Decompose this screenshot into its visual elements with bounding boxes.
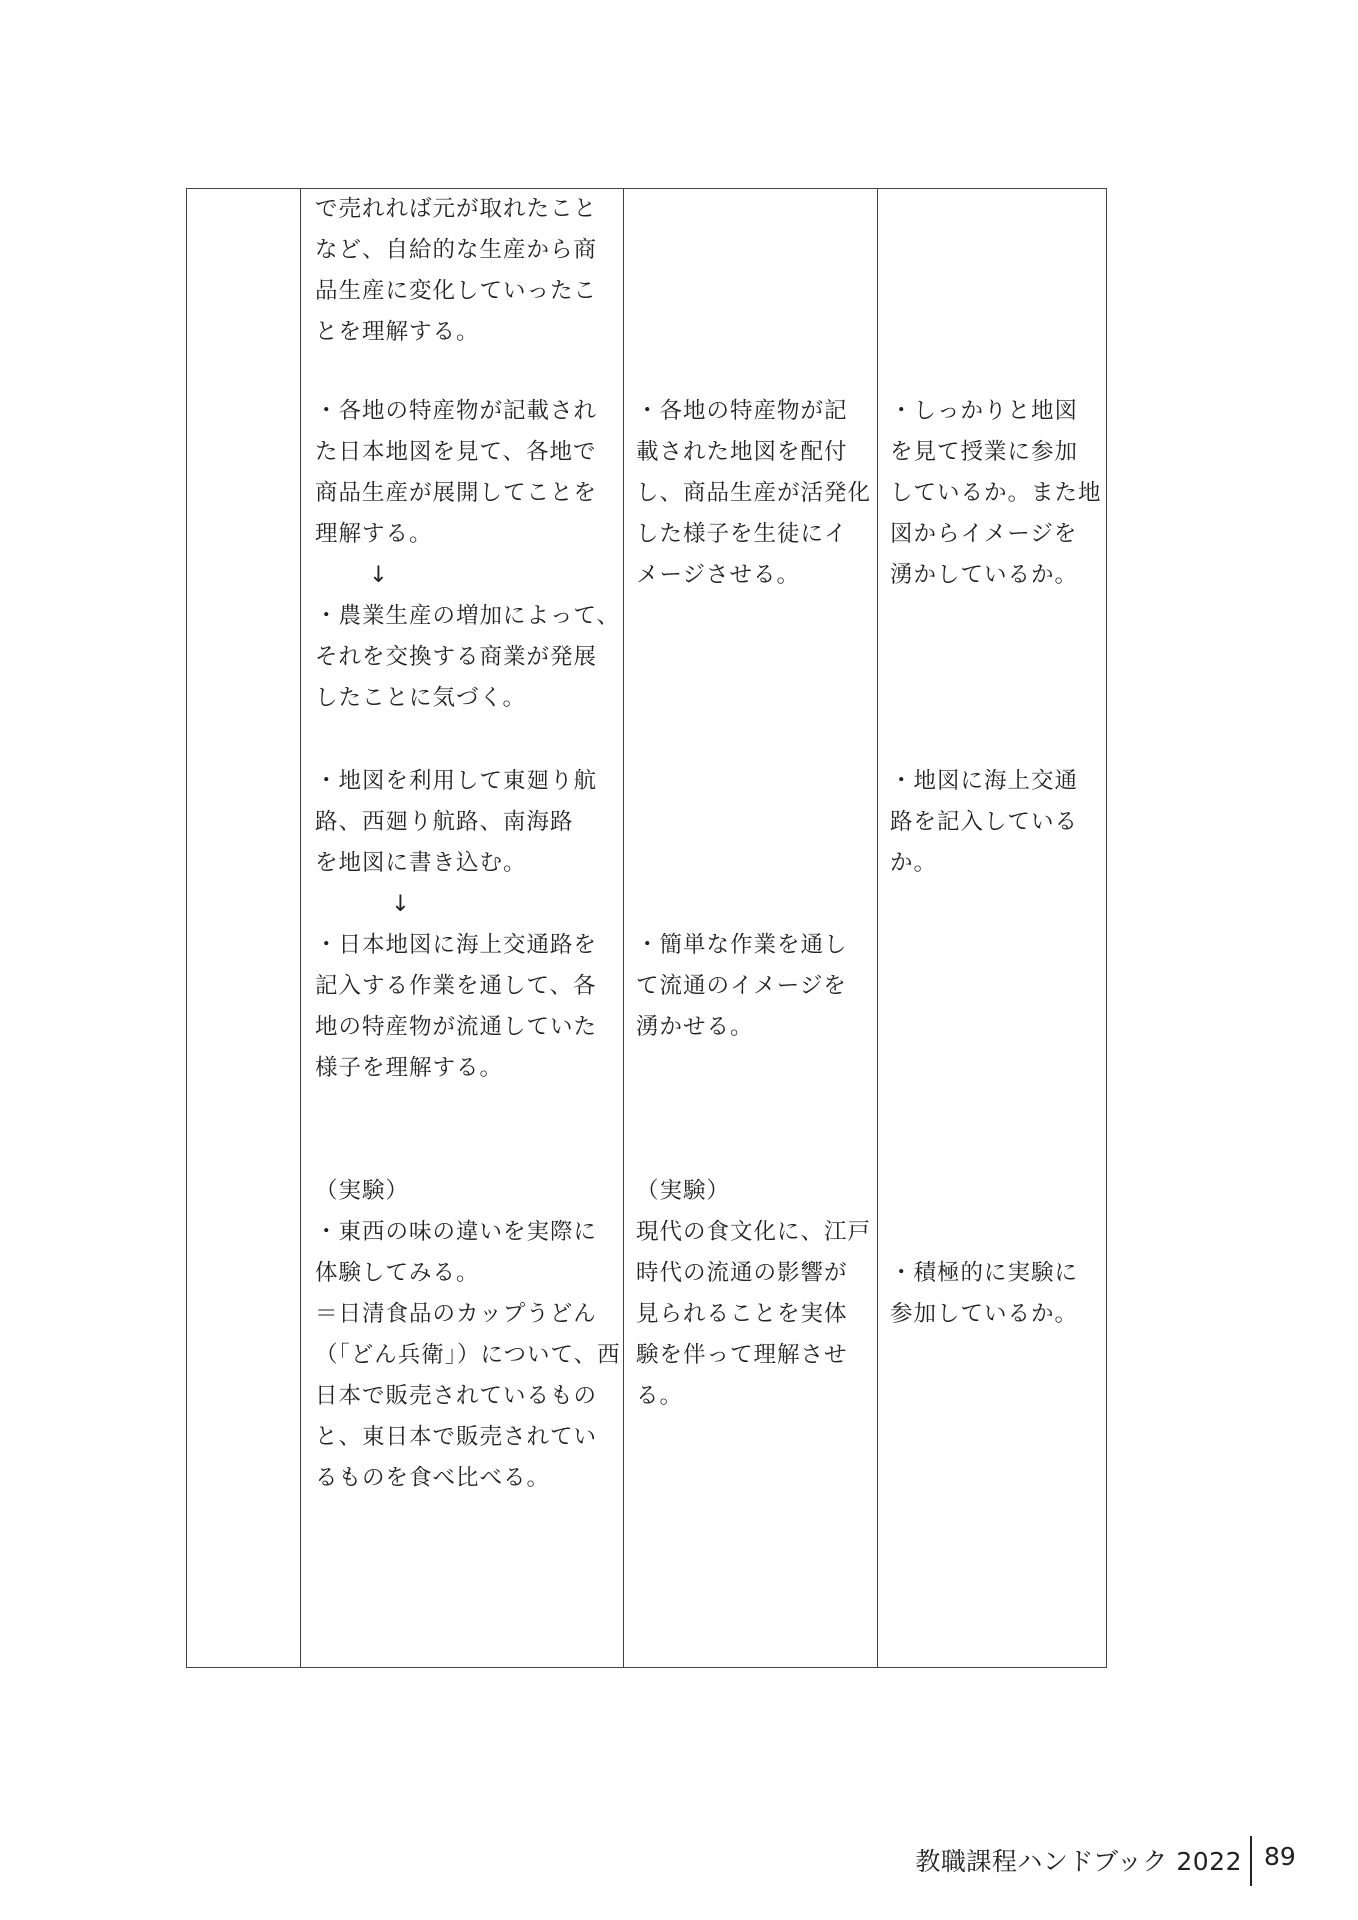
arrow-block [315, 884, 621, 925]
text-line: か。 [890, 850, 938, 876]
text-line: メージさせる。 [636, 562, 801, 588]
text-line: ・しっかりと地図 [890, 398, 1079, 424]
column-divider [300, 189, 301, 1667]
text-line: など、自給的な生産から商 [315, 237, 598, 263]
text-line: ・積極的に実験に [890, 1260, 1079, 1286]
learning-activities-cell [315, 189, 621, 1667]
text-line: ＝日清食品のカップうどん [315, 1301, 597, 1327]
text-line: を見て授業に参加 [890, 439, 1079, 465]
text-line: 理解する。 [315, 521, 433, 547]
down-arrow-icon: ↓ [369, 562, 389, 588]
text-line: ・農業生産の増加によって、 [315, 603, 621, 629]
support-block [636, 925, 876, 1048]
text-line: したことに気づく。 [315, 685, 527, 711]
text-line: 路、西廻り航路、南海路 [315, 809, 574, 835]
text-line: ・地図に海上交通 [890, 768, 1079, 794]
text-line: ・各地の特産物が記載され [315, 398, 598, 424]
evaluation-cell [890, 189, 1104, 1667]
text-line: それを交換する商業が発展 [315, 644, 598, 670]
text-line: （実験） [315, 1178, 410, 1204]
text-line: で売れれば元が取れたこと [315, 196, 598, 222]
text-line: るものを食べ比べる。 [315, 1465, 551, 1491]
text-line: 参加しているか。 [890, 1301, 1079, 1327]
text-line: 体験してみる。 [315, 1260, 480, 1286]
text-line: た日本地図を見て、各地で [315, 439, 597, 465]
footer-divider [1250, 1836, 1252, 1886]
evaluation-block [890, 761, 1104, 884]
teacher-support-cell [636, 189, 876, 1667]
activity-block [315, 761, 621, 884]
text-line: ・地図を利用して東廻り航 [315, 768, 598, 794]
text-line: ・日本地図に海上交通路を [315, 932, 598, 958]
column-1-cell [187, 189, 300, 1667]
lesson-plan-table [186, 188, 1107, 1668]
activity-block [315, 925, 621, 1089]
text-line: 記入する作業を通して、各 [315, 973, 597, 999]
text-line: とを理解する。 [315, 319, 480, 345]
text-line: 現代の食文化に、江戸 [636, 1219, 872, 1245]
text-line: しているか。また地 [890, 480, 1102, 506]
page-footer [0, 1836, 1358, 1886]
text-line: 商品生産が展開してことを [315, 480, 598, 506]
arrow-block [315, 555, 621, 596]
text-line: 載された地図を配付 [636, 439, 848, 465]
text-line: 日本で販売されているもの [315, 1383, 598, 1409]
text-line: した様子を生徒にイ [636, 521, 848, 547]
activity-block [315, 391, 621, 555]
support-block [636, 391, 876, 596]
text-line: 品生産に変化していったこ [315, 278, 598, 304]
text-line: て流通のイメージを [636, 973, 847, 999]
text-line: 験を伴って理解させ [636, 1342, 848, 1368]
text-line: 湧かしているか。 [890, 562, 1079, 588]
text-line: と、東日本で販売されてい [315, 1424, 598, 1450]
activity-block [315, 596, 621, 719]
text-line: 地の特産物が流通していた [315, 1014, 598, 1040]
handbook-title: 教職課程ハンドブック 2022 [915, 1847, 1242, 1876]
text-line: ・各地の特産物が記 [636, 398, 848, 424]
column-divider [623, 189, 624, 1667]
text-line: し、商品生産が活発化 [636, 480, 872, 506]
column-divider [877, 189, 878, 1667]
support-block [636, 1171, 876, 1417]
text-line: 様子を理解する。 [315, 1055, 504, 1081]
text-line: 時代の流通の影響が [636, 1260, 848, 1286]
activity-block [315, 189, 621, 353]
text-line: 路を記入している [890, 809, 1079, 835]
text-line: 図からイメージを [890, 521, 1078, 547]
evaluation-block [890, 391, 1104, 596]
text-line: ・東西の味の違いを実際に [315, 1219, 598, 1245]
text-line: （実験） [636, 1178, 731, 1204]
page-number: 89 [1264, 1842, 1296, 1871]
activity-block [315, 1171, 621, 1499]
text-line: （「どん兵衛」）について、西 [315, 1342, 621, 1368]
evaluation-block [890, 1253, 1104, 1335]
text-line: 見られることを実体 [636, 1301, 848, 1327]
down-arrow-icon: ↓ [391, 891, 411, 917]
text-line: る。 [636, 1383, 684, 1409]
text-line: ・簡単な作業を通し [636, 932, 848, 958]
text-line: を地図に書き込む。 [315, 850, 527, 876]
text-line: 湧かせる。 [636, 1014, 754, 1040]
